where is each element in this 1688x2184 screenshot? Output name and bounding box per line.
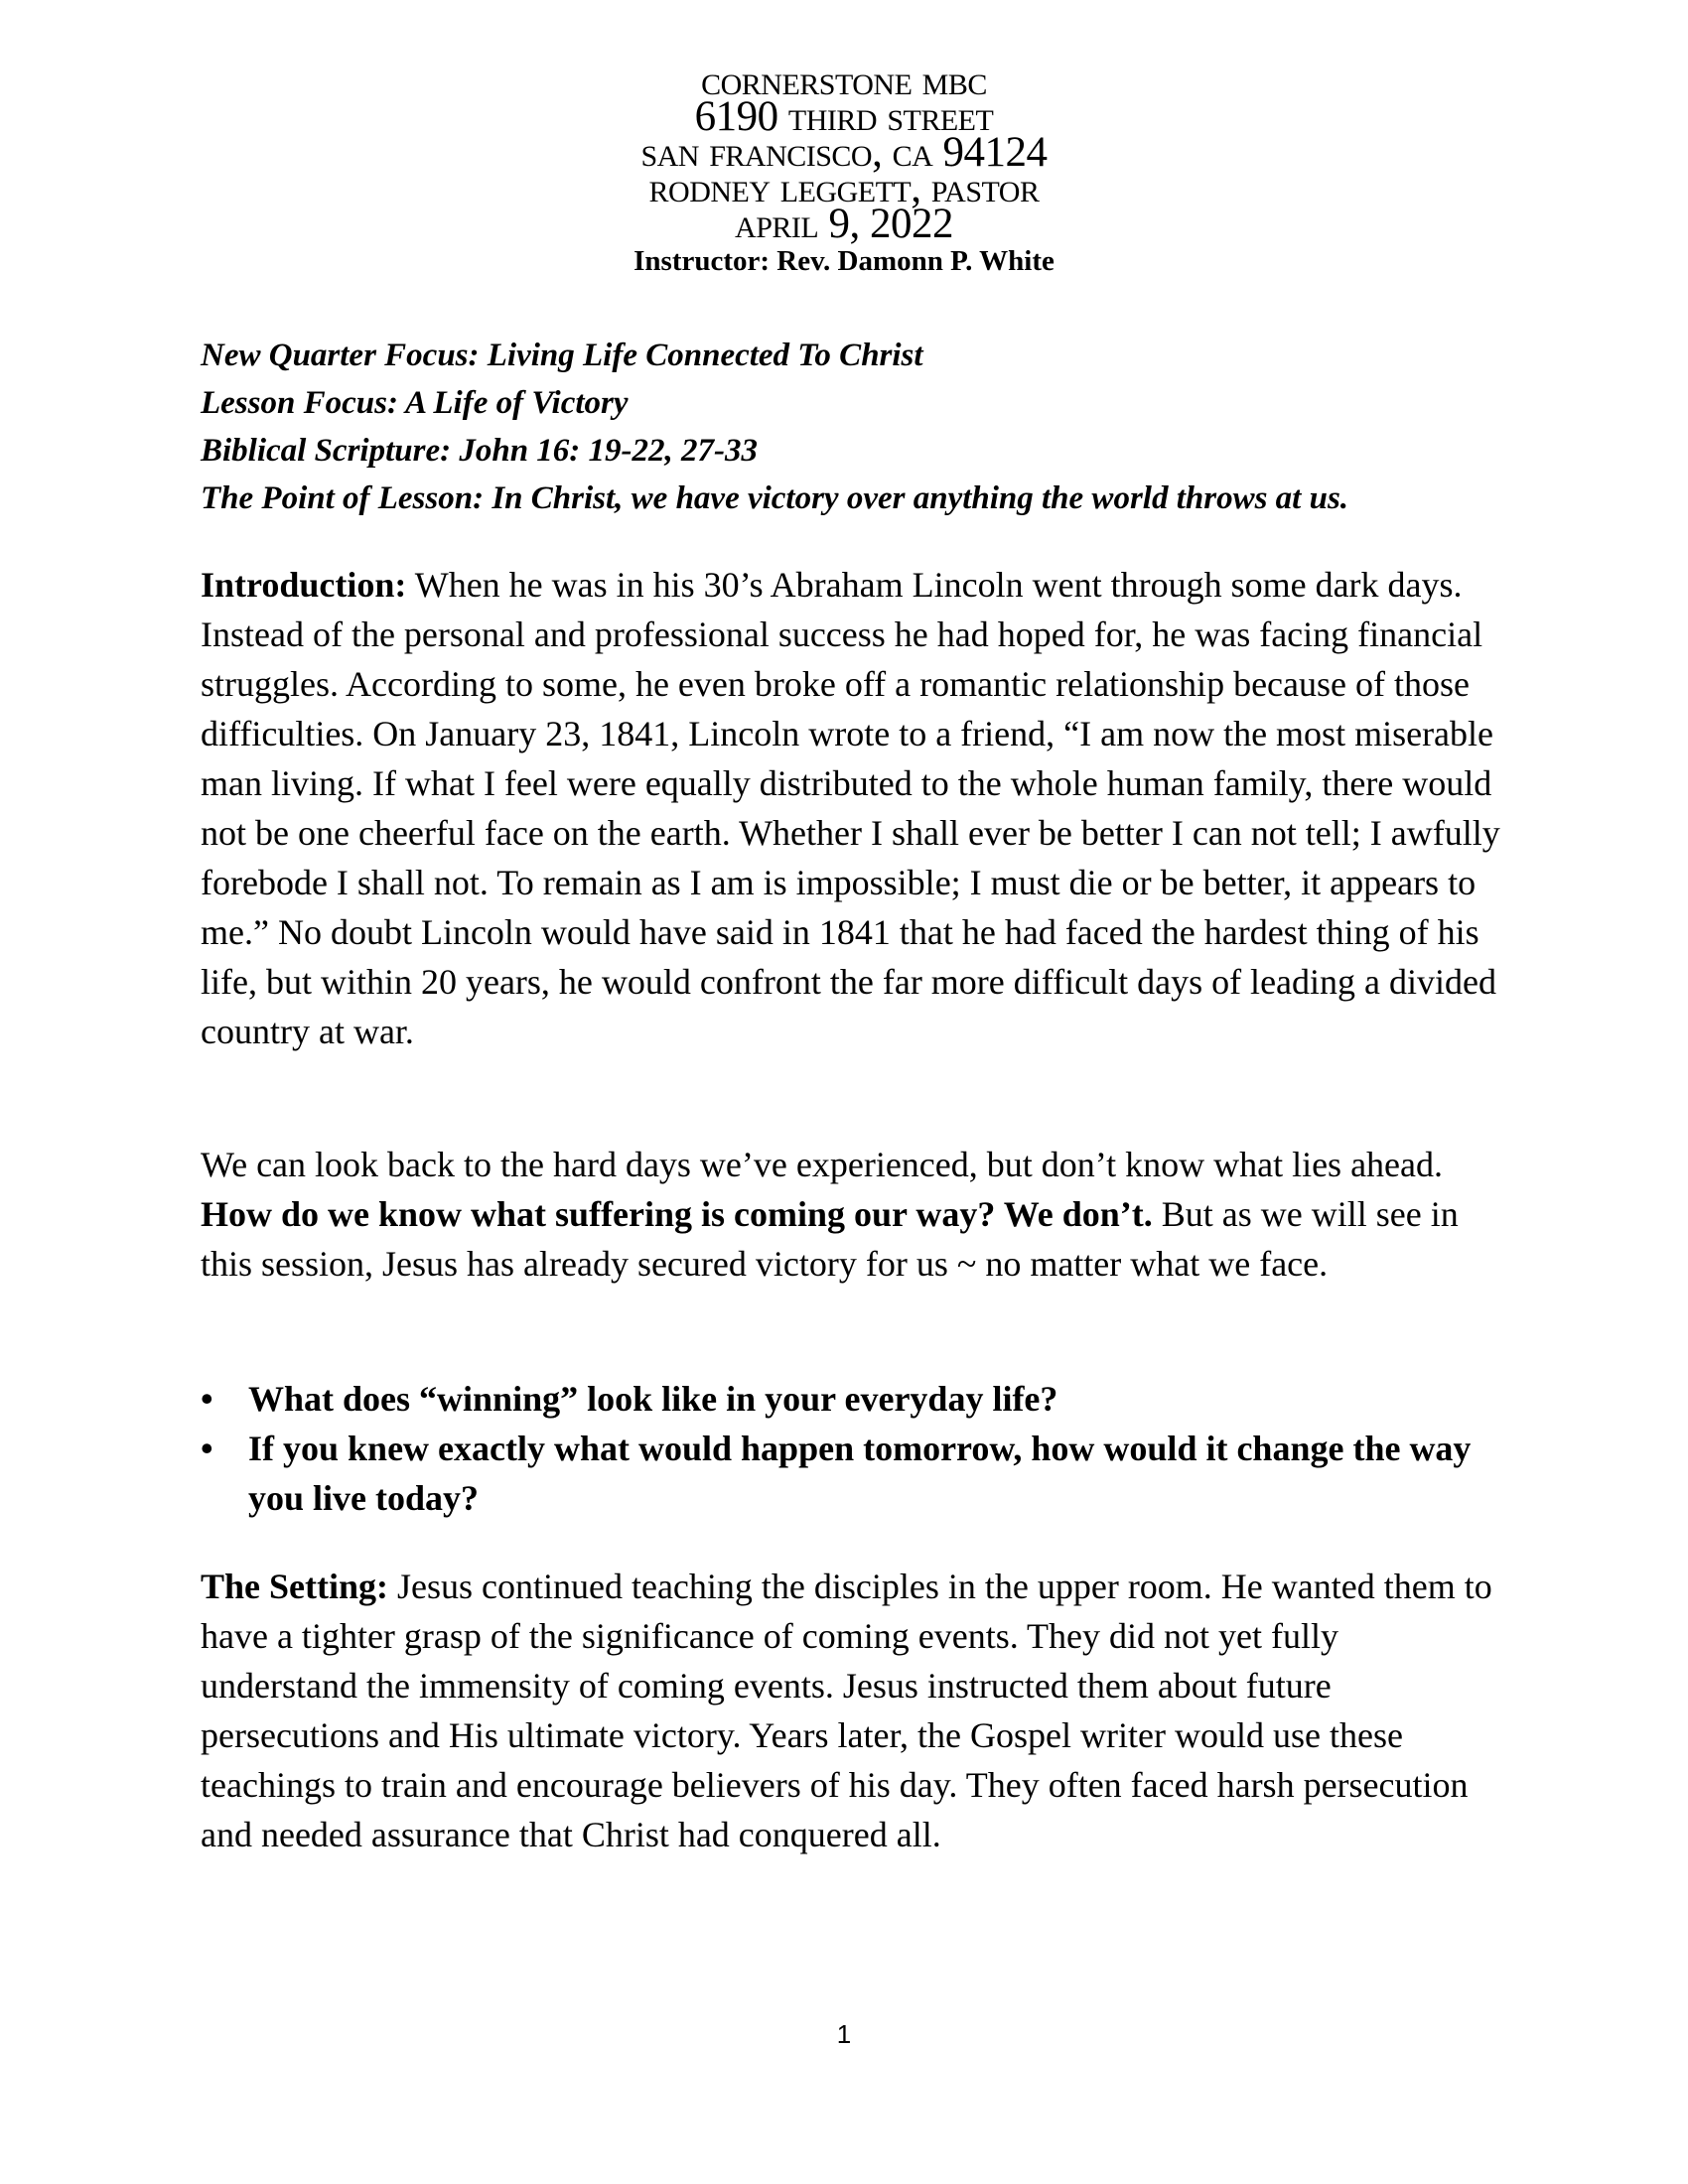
lesson-date: april 9, 2022 [735, 201, 953, 247]
biblical-scripture: Biblical Scripture: John 16: 19-22, 27-33 [201, 433, 759, 469]
quarter-focus: New Quarter Focus: Living Life Connected To Christ [201, 338, 923, 373]
instructor-line: Instructor: Rev. Damonn P. White [633, 245, 1055, 277]
lesson-focus: Lesson Focus: A Life of Victory [201, 385, 629, 421]
church-name: cornerstone mbc [701, 58, 987, 104]
setting-paragraph [201, 1562, 1501, 1859]
document-header [0, 58, 1688, 280]
introduction-text: When he was in his 30’s Abraham Lincoln went through some dark days. Instead of the personal and professional success he had hoped for, he was facing financial struggles. According to some, he even broke off a romantic relationship because of those difficulties. On January 23, 1841, Lincoln wrote to a friend, “I am now the most miserable man living. If what I feel were equally distributed to the whole human family, there would not be one cheerful face on the earth. Whether I shall ever be better I can not tell; I awfully forebode I shall not. To remain as I am is impossible; I must die or be better, it appears to me.” No doubt Lincoln would have said in 1841 that he had faced the hardest thing of his life, but within 20 years, he would confront the far more difficult days of leading a divided country at war. [201, 565, 1500, 1051]
setting-text: Jesus continued teaching the disciples in the upper room. He wanted them to have a tighter grasp of the significance of coming events. They did not yet fully understand the immensity of coming events. Jesus instructed them about future persecutions and His ultimate victory. Years later, the Gospel writer would use these teachings to train and encourage believers of his day. They often faced harsh persecution and needed assurance that Christ had conquered all. [201, 1567, 1492, 1854]
introduction-paragraph [201, 560, 1501, 1056]
looking-ahead-emphasis: How do we know what suffering is coming our way? We don’t. [201, 1194, 1153, 1234]
focus-block [201, 332, 1491, 522]
discussion-questions [201, 1374, 1501, 1523]
question-text: If you knew exactly what would happen tomorrow, how would it change the way you live today? [248, 1429, 1472, 1518]
looking-ahead-paragraph [201, 1140, 1501, 1289]
bullet-icon: • [201, 1429, 213, 1468]
bullet-icon: • [201, 1379, 213, 1419]
list-item [201, 1424, 1501, 1523]
looking-ahead-text-end: But as we will see in this session, Jesus has already secured victory for us ~ no matter what we face. [201, 1194, 1459, 1284]
question-text: What does “winning” look like in your everyday life? [248, 1379, 1058, 1419]
introduction-label: Introduction: [201, 565, 407, 605]
church-street: 6190 third street [694, 93, 994, 140]
page-number: 1 [836, 2019, 852, 2049]
setting-label: The Setting: [201, 1567, 388, 1606]
looking-ahead-text-start: We can look back to the hard days we’ve experienced, but don’t know what lies ahead. [201, 1145, 1443, 1184]
list-item [201, 1374, 1501, 1424]
point-of-lesson: The Point of Lesson: In Christ, we have victory over anything the world throws at us. [201, 480, 1349, 516]
church-city: san francisco, ca 94124 [640, 129, 1048, 176]
pastor-name: rodney leggett, pastor [648, 165, 1040, 211]
